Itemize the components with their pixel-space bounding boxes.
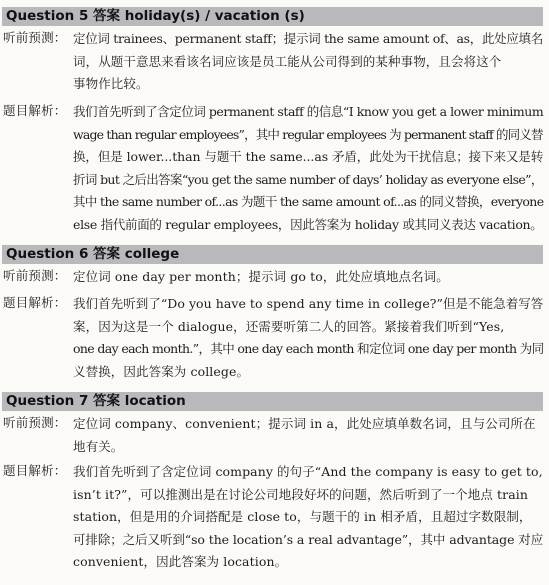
q6-analysis-line: 我们首先听到了“Do you have to spend any time in college?”但是不能急着写答 [73, 296, 544, 311]
q7-analysis-line: convenient，因此答案为 location。 [73, 554, 288, 569]
q5-pre-line: 词，从题干意思来看该名词应该是员工能从公司得到的某种事物，且会将这个 [73, 53, 502, 69]
q5-pre-line: 事物作比较。 [73, 76, 149, 91]
q6-analysis-line: 案，因为这是一个 dialogue，还需要听第二人的回答。紧接着我们听到“Yes, [73, 318, 505, 334]
q6-analysis-line: 义替换，因此答案为 college。 [73, 363, 250, 379]
q5-pre-line: 定位词 trainees、permanent staff；提示词 the same amount of、as，此处应填名 [73, 31, 543, 46]
q7-analysis-text [73, 461, 543, 574]
q5-analysis-line: wage than regular employees”，其中 regular employees 为 permanent staff 的同义替 [73, 126, 543, 142]
q7-pre-line: 定位词 company、convenient；提示词 in a，此处应填单数名词，且与公司所在 [73, 416, 536, 431]
q7-pre-text [73, 413, 543, 458]
q5-analysis-line: 折词 but 之后出答案“you get the same number of days’ holiday as everyone else”， [73, 171, 543, 187]
q5-analysis-line: else 指代前面的 regular employees，因此答案为 holiday 或其同义表达 vacation。 [73, 216, 543, 232]
q5-analysis-line: 换，但是 lower...than 与题干 the same...as 矛盾，此处为干扰信息；接下来又是转 [73, 149, 544, 164]
q6-pre-label: 听前预测： [3, 268, 67, 283]
q7-analysis-line: station，但是用的介词搭配是 close to，与题干的 in 相矛盾，且超过字数限制， [73, 509, 532, 524]
q6-analysis-label: 题目解析： [3, 295, 67, 310]
q6-analysis-line: one day each month.”，其中 one day each month 和定位词 one day per month 为同 [73, 341, 544, 356]
q6-analysis-text [73, 293, 543, 383]
q5-pre-label: 听前预测： [3, 30, 67, 45]
q7-analysis-line: isn’t it?”，可以推测出是在讨论公司地段好坏的问题，然后听到了一个地点 train [73, 486, 529, 502]
question-7-header: Question 7 答案 location [2, 392, 543, 411]
q6-pre-text [73, 266, 543, 289]
q5-analysis-label: 题目解析： [3, 103, 67, 118]
q5-analysis-line: 我们首先听到了含定位词 permanent staff 的信息“I know you get a lower minimum [73, 104, 544, 119]
q5-analysis-text [73, 101, 543, 236]
q7-analysis-label: 题目解析： [3, 463, 67, 478]
q7-analysis-line: 我们首先听到了含定位词 company 的句子“And the company is easy to get to, [73, 464, 543, 479]
q5-pre-text [73, 28, 543, 96]
question-5-header: Question 5 答案 holiday(s) / vacation (s) [2, 7, 543, 26]
q7-pre-label: 听前预测： [3, 415, 67, 430]
question-6-header: Question 6 答案 college [2, 245, 543, 264]
q7-analysis-line: 可排除；之后又听到“so the location’s a real advantage”，其中 advantage 对应 [73, 531, 544, 547]
q5-analysis-line: 其中 the same number of...as 为题干 the same amount of...as 的同义替换，everyone [73, 194, 544, 209]
q6-pre-line: 定位词 one day per month；提示词 go to，此处应填地点名词。 [73, 269, 449, 284]
q7-pre-line: 地有关。 [73, 438, 124, 454]
